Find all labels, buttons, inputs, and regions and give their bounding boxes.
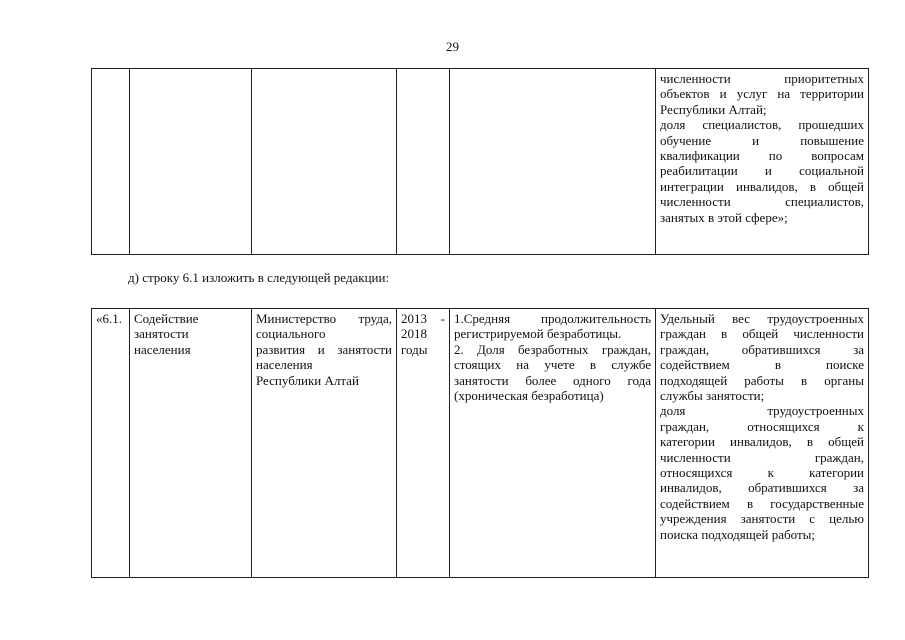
program-table-row-6-1 [91,308,869,578]
cell-period [397,69,450,255]
text-line: содействием в поиске [660,357,864,373]
text-line: граждан, обратившихся за [660,341,864,357]
text-line: интеграции инвалидов, в общей [660,178,864,194]
text-line: граждан в общей численности [660,326,864,342]
text-line: Республики Алтай [256,372,359,388]
period-text [401,311,445,357]
text-line: численности специалистов, [660,194,864,210]
text-line: 2. Доля безработных граждан, [454,341,651,357]
text-line: социального [256,326,326,342]
cell-indicators [450,69,656,255]
cell-indicators [450,309,656,578]
text-line: Содействие [134,311,199,326]
text-line: занятых в этой сфере»; [660,209,788,225]
text-line: занятости более одного года [454,372,651,388]
text-line: службы занятости; [660,388,765,404]
text-line: реабилитации и социальной [660,163,864,179]
text-line: Удельный вес трудоустроенных [660,311,864,326]
program-table-continuation [91,68,869,255]
text-line: численности граждан, [660,449,864,465]
cell-number [92,309,130,578]
text-line: занятости [134,326,189,342]
text-line: доля специалистов, прошедших [660,117,864,133]
executor-text [256,311,392,388]
page-number: 29 [446,39,459,54]
cell-target-indicators [656,69,869,255]
cell-executor [252,69,397,255]
cell-number [92,69,130,255]
cell-target-indicators [656,309,869,578]
text-line: относящихся к категории [660,465,864,481]
text-line: численности приоритетных [660,71,864,86]
text-line: регистрируемой безработицы. [454,326,622,342]
indicators-text [454,311,651,403]
cell-executor [252,309,397,578]
target-text [660,311,864,542]
cell-name [130,69,252,255]
text-line: инвалидов, обратившихся за [660,480,864,496]
amendment-instruction: д) строку 6.1 изложить в следующей редакции: [128,270,390,285]
text-line: населения [256,357,313,373]
text-line: Республики Алтай; [660,101,767,117]
text-line: поиска подходящей работы; [660,526,815,542]
text-line: развития и занятости [256,341,392,357]
text-line: учреждения занятости с целью [660,511,864,527]
text-line: Министерство труда, [256,311,392,326]
measure-name [134,311,247,357]
text-line: 1.Средняя продолжительность [454,311,651,326]
text-line: обучение и повышение [660,132,864,148]
table-row [92,69,869,255]
text-line: квалификации по вопросам [660,148,864,164]
text-line: (хроническая безработица) [454,388,604,404]
text-line: доля трудоустроенных [660,403,864,419]
text-line: годы [401,341,428,357]
text-line: граждан, относящихся к [660,418,864,434]
text-line: объектов и услуг на территории [660,86,864,102]
text-line: категории инвалидов, в общей [660,434,864,450]
table-row [92,309,869,578]
cell-name [130,309,252,578]
row-number: «6.1. [96,311,122,326]
target-text [660,71,864,225]
text-line: стоящих на учете в службе [454,357,651,373]
text-line: содействием в государственные [660,495,864,511]
text-line: 2018 [401,326,427,342]
text-line: подходящей работы в органы [660,372,864,388]
text-line: 2013 - [401,311,445,326]
text-line: населения [134,341,191,357]
cell-period [397,309,450,578]
